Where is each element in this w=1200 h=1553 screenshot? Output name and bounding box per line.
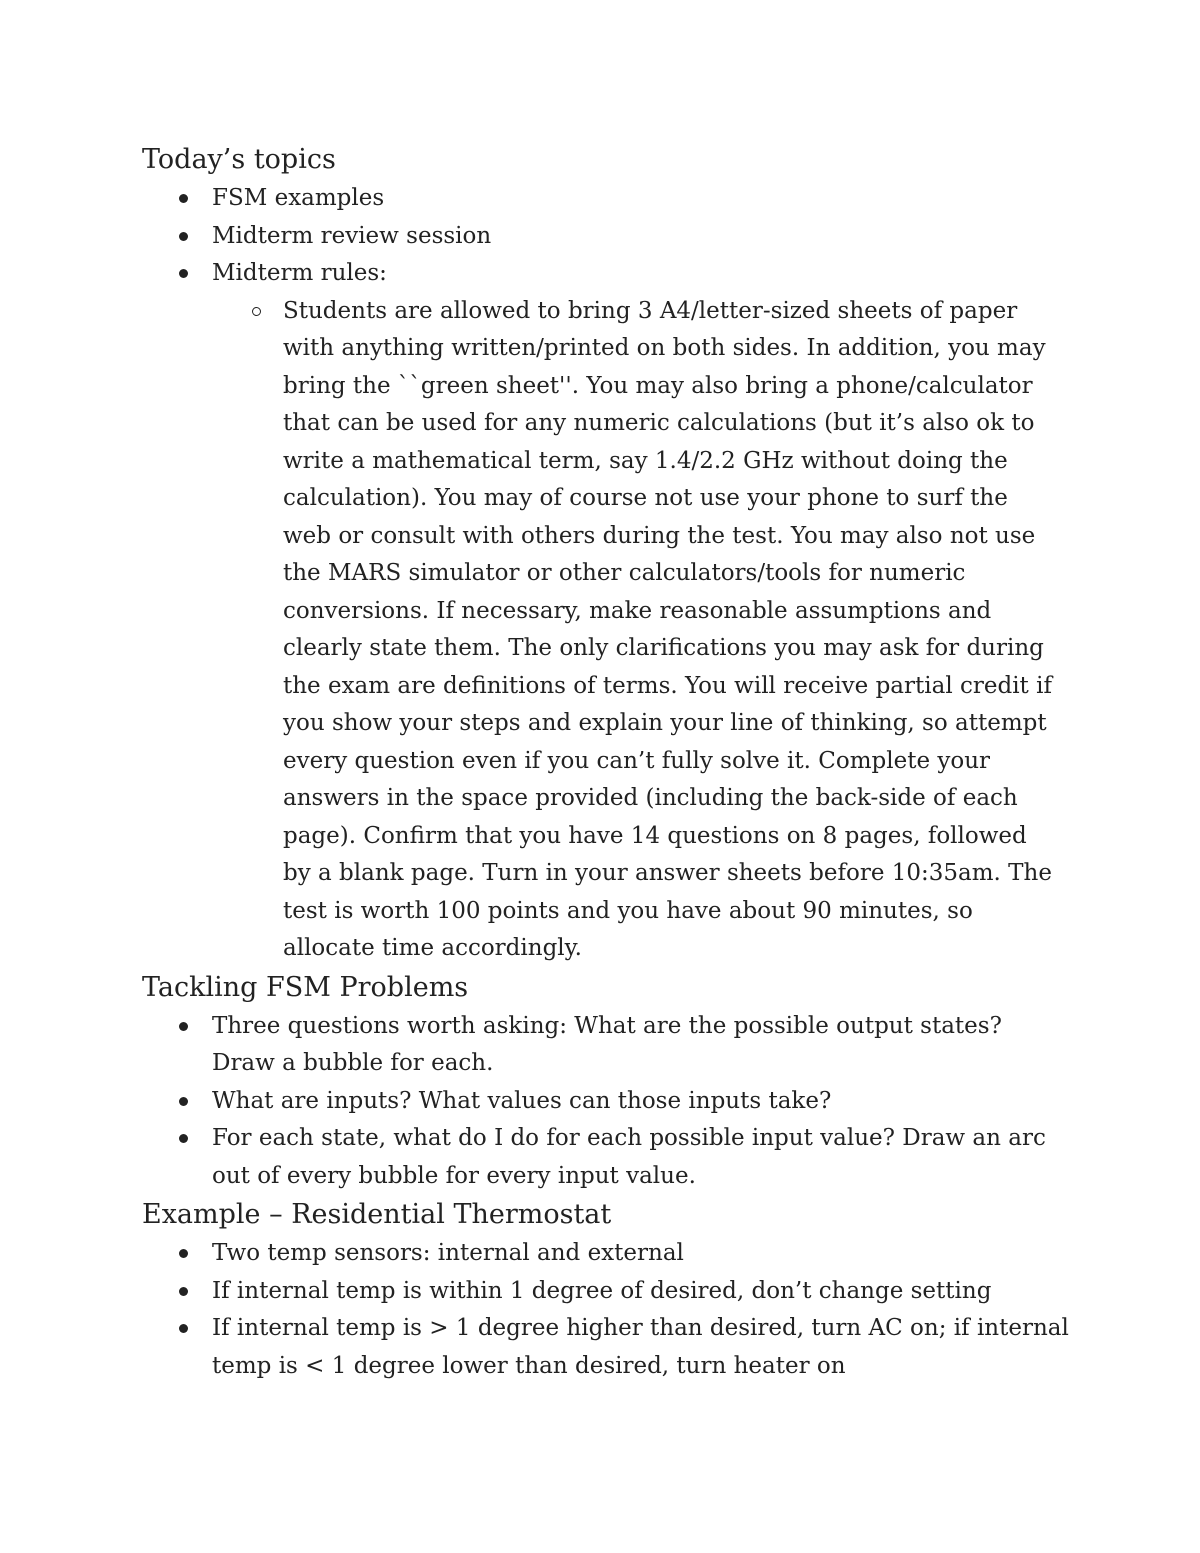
section-heading-todays-topics: Today’s topics	[142, 144, 336, 175]
bullet-icon	[179, 1134, 188, 1143]
list-item: If internal temp is within 1 degree of desired, don’t change setting	[142, 1273, 1072, 1311]
list-item: Two temp sensors: internal and external	[142, 1235, 1072, 1273]
section-heading-tackling-fsm: Tackling FSM Problems	[142, 971, 469, 1003]
midterm-rules-sublist	[212, 293, 1072, 968]
bullet-icon	[179, 1097, 188, 1106]
bullet-icon	[179, 194, 188, 203]
list-item: Midterm review session	[142, 218, 1072, 256]
bullet-icon	[179, 1324, 188, 1333]
list-item: For each state, what do I do for each possible input value? Draw an arc out of every bubble for every input value.	[142, 1120, 1072, 1195]
todays-topics-list	[142, 180, 1072, 968]
list-item: Three questions worth asking: What are the possible output states? Draw a bubble for each.	[142, 1008, 1072, 1083]
bullet-icon	[179, 232, 188, 241]
hollow-bullet-icon	[252, 307, 261, 316]
list-item: Midterm rules: Students are allowed to bring 3 A4/letter-sized sheets of paper with anything written/printed on both sides. In addition, you may bring the ``green sheet''. You may also bring a phone/calculator that can be used for any numeric calculations (but it’s also ok to write a mathematical term, say 1.4/2.2 GHz without doing the calculation). You may of course not use your phone to surf the web or consult with others during the test. You may also not use the MARS simulator or other calculators/tools for numeric conversions. If necessary, make reasonable assumptions and clearly state them. The only clarifications you may ask for during the exam are definitions of terms. You will receive partial credit if you show your steps and explain your line of thinking, so attempt every question even if you can’t fully solve it. Complete your answers in the space provided (including the back-side of each page). Confirm that you have 14 questions on 8 pages, followed by a blank page. Turn in your answer sheets before 10:35am. The test is worth 100 points and you have about 90 minutes, so allocate time accordingly.	[142, 255, 1072, 968]
bullet-icon	[179, 269, 188, 278]
thermostat-list	[142, 1235, 1072, 1385]
document-content	[142, 140, 1072, 1385]
bullet-icon	[179, 1249, 188, 1258]
bullet-icon	[179, 1022, 188, 1031]
list-item: If internal temp is > 1 degree higher than desired, turn AC on; if internal temp is < 1 degree lower than desired, turn heater on	[142, 1310, 1072, 1385]
section-heading-example-thermostat: Example – Residential Thermostat	[142, 1199, 612, 1230]
sublist-item: Students are allowed to bring 3 A4/letter-sized sheets of paper with anything written/printed on both sides. In addition, you may bring the ``green sheet''. You may also bring a phone/calculator that can be used for any numeric calculations (but it’s also ok to write a mathematical term, say 1.4/2.2 GHz without doing the calculation). You may of course not use your phone to surf the web or consult with others during the test. You may also not use the MARS simulator or other calculators/tools for numeric conversions. If necessary, make reasonable assumptions and clearly state them. The only clarifications you may ask for during the exam are definitions of terms. You will receive partial credit if you show your steps and explain your line of thinking, so attempt every question even if you can’t fully solve it. Complete your answers in the space provided (including the back-side of each page). Confirm that you have 14 questions on 8 pages, followed by a blank page. Turn in your answer sheets before 10:35am. The test is worth 100 points and you have about 90 minutes, so allocate time accordingly.	[142, 293, 988, 968]
tackling-fsm-list	[142, 1008, 1072, 1196]
list-item: What are inputs? What values can those inputs take?	[142, 1083, 1072, 1121]
list-item: FSM examples	[142, 180, 1072, 218]
bullet-icon	[179, 1287, 188, 1296]
